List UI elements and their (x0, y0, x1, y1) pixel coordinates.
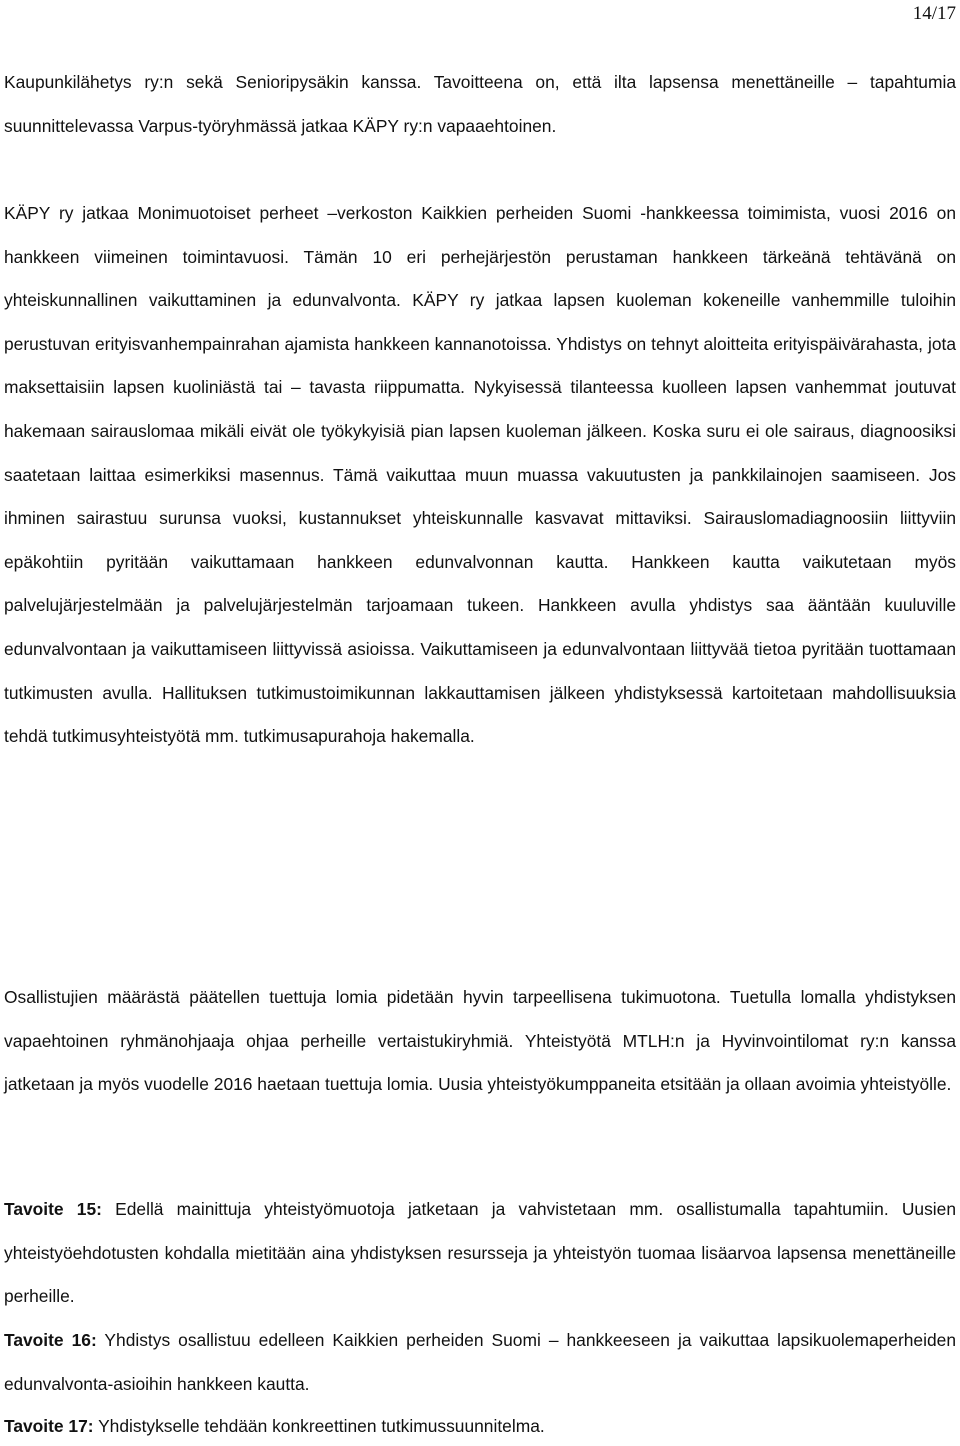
paragraph-supported-holidays: Osallistujien määrästä päätellen tuettuja lomia pidetään hyvin tarpeellisena tukimuotona. Tuetulla lomalla yhdistyksen vapaehtoinen ryhmänohjaaja ohjaa perheille vertaistukiryhmiä. Yhteistyötä MTLH:n ja Hyvinvointilomat ry:n kanssa jatketaan ja myös vuodelle 2016 haetaan tuettuja lomia. Uusia yhteistyökumppaneita etsitään ja ollaan avoimia yhteistyölle. (4, 987, 956, 1095)
goal-17 (4, 1406, 956, 1446)
goal-17-label: Tavoite 17: (4, 1416, 94, 1436)
goal-17-text: Yhdistykselle tehdään konkreettinen tutkimussuunnitelma. (93, 1416, 545, 1436)
goal-16-text: Yhdistys osallistuu edelleen Kaikkien perheiden Suomi – hankkeeseen ja vaikuttaa lapsikuolemaperheiden edunvalvonta-asioihin hankkeen kautta. (4, 1330, 956, 1394)
goal-15-label: Tavoite 15: (4, 1199, 102, 1219)
goal-15 (4, 1188, 956, 1319)
goal-16 (4, 1319, 956, 1406)
goal-15-text: Edellä mainittuja yhteistyömuotoja jatketaan ja vahvistetaan mm. osallistumalla tapahtumiin. Uusien yhteistyöehdotusten kohdalla mietitään aina yhdistyksen resursseja ja yhteistyön tuomaa lisäarvoa lapsensa menettäneille perheille. (4, 1199, 956, 1307)
goal-16-label: Tavoite 16: (4, 1330, 97, 1350)
paragraph-intro-continuation: Kaupunkilähetys ry:n sekä Senioripysäkin kanssa. Tavoitteena on, että ilta lapsensa menettäneille – tapahtumia suunnittelevassa Varpus-työryhmässä jatkaa KÄPY ry:n vapaaehtoinen. (4, 72, 956, 136)
paragraph-advocacy: KÄPY ry jatkaa Monimuotoiset perheet –verkoston Kaikkien perheiden Suomi -hankkeessa toimimista, vuosi 2016 on hankkeen viimeinen toimintavuosi. Tämän 10 eri perhejärjestön perustaman hankkeen tärkeänä tehtävänä on yhteiskunnallinen vaikuttaminen ja edunvalvonta. KÄPY ry jatkaa lapsen kuoleman kokeneille vanhemmille tuloihin perustuvan erityisvanhempainrahan ajamista hankkeen kannanotoissa. Yhdistys on tehnyt aloitteita erityispäivärahasta, jota maksettaisiin lapsen kuoliniästä tai – tavasta riippumatta. Nykyisessä tilanteessa kuolleen lapsen vanhemmat joutuvat hakemaan sairauslomaa mikäli eivät ole työkykyisiä pian lapsen kuoleman jälkeen. Koska suru ei ole sairaus, diagnoosiksi saatetaan laittaa esimerkiksi masennus. Tämä vaikuttaa muun muassa vakuutusten ja pankkilainojen saamiseen. Jos ihminen sairastuu surunsa vuoksi, kustannukset yhteiskunnalle kasvavat mittaviksi. Sairauslomadiagnoosiin liittyviin epäkohtiin pyritään vaikuttamaan hankkeen edunvalvonnan kautta. Hankkeen kautta vaikutetaan myös palvelujärjestelmään ja palvelujärjestelmän tarjoamaan tukeen. Hankkeen avulla yhdistys saa ääntään kuuluville edunvalvontaan ja vaikuttamiseen liittyvissä asioissa. Vaikuttamiseen ja edunvalvontaan liittyvää tietoa pyritään tuottamaan tutkimusten avulla. Hallituksen tutkimustoimikunnan lakkauttamisen jälkeen yhdistyksessä kartoitetaan mahdollisuuksia tehdä tutkimusyhteistyötä mm. tutkimusapurahoja hakemalla. (4, 203, 956, 747)
page-number: 14/17 (912, 3, 956, 24)
